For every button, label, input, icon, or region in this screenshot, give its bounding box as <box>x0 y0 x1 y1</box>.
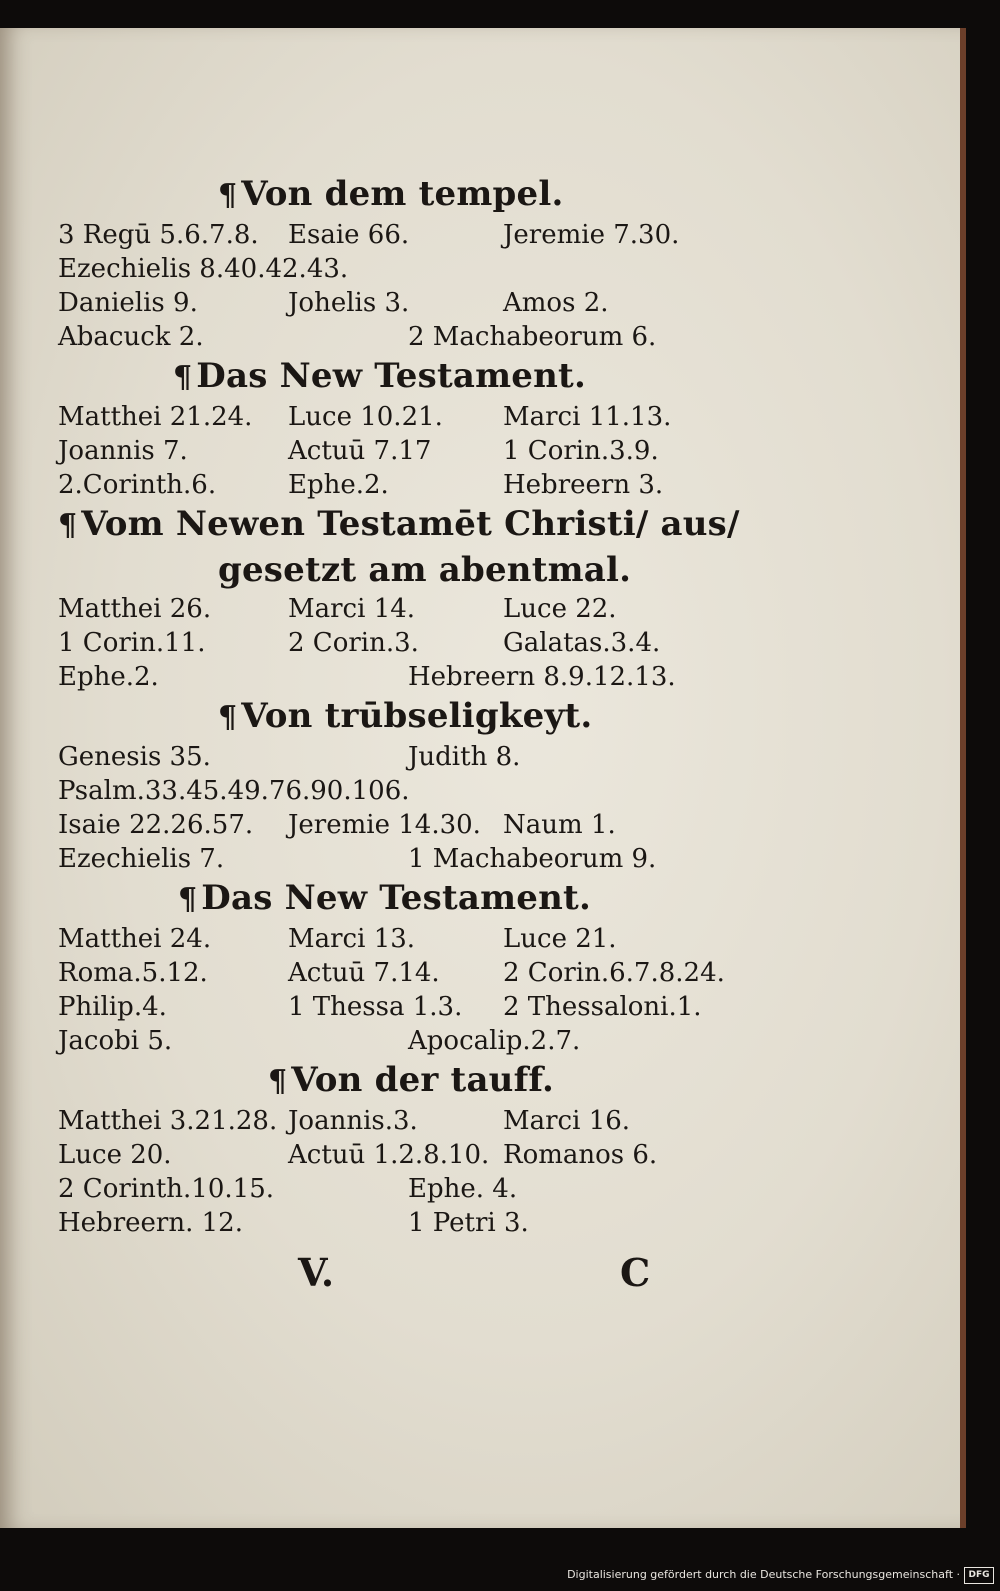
reference-row <box>58 990 758 1024</box>
scripture-reference: 1 Corin.3.9. <box>503 436 659 466</box>
scripture-reference: Matthei 24. <box>58 924 212 954</box>
scripture-reference: Jacobi 5. <box>58 1026 173 1056</box>
section-title: Von dem tempel. <box>241 174 564 214</box>
scripture-reference: Psalm.33.45.49.76.90.106. <box>58 776 410 806</box>
section-heading <box>218 694 758 740</box>
section-title: Von trūbseligkeyt. <box>241 696 593 736</box>
reference-row <box>58 626 758 660</box>
scripture-reference: 2 Machabeorum 6. <box>408 322 657 352</box>
scripture-reference: Ezechielis 8.40.42.43. <box>58 254 349 284</box>
scripture-reference: 2 Corin.3. <box>288 628 419 658</box>
scripture-reference: 2.Corinth.6. <box>58 470 217 500</box>
reference-row <box>58 468 758 502</box>
scripture-reference: Abacuck 2. <box>58 322 204 352</box>
scripture-reference: Luce 20. <box>58 1140 172 1170</box>
pilcrow-icon: ¶ <box>173 360 193 395</box>
pilcrow-icon: ¶ <box>218 178 238 213</box>
scripture-reference: Naum 1. <box>503 810 616 840</box>
scripture-reference: Luce 10.21. <box>288 402 443 432</box>
scripture-reference: Hebreern. 12. <box>58 1208 243 1238</box>
section-title: Das New Testament. <box>196 356 586 396</box>
scripture-reference: Joannis 7. <box>58 436 188 466</box>
pilcrow-icon: ¶ <box>268 1064 288 1099</box>
scripture-reference: Esaie 66. <box>288 220 410 250</box>
scripture-reference: Joannis.3. <box>288 1106 418 1136</box>
footer-credit: Digitalisierung gefördert durch die Deutsche Forschungsgemeinschaft · <box>567 1568 960 1581</box>
pilcrow-icon: ¶ <box>178 882 198 917</box>
scripture-reference: Hebreern 8.9.12.13. <box>408 662 676 692</box>
pilcrow-icon: ¶ <box>58 508 78 543</box>
scripture-reference: Ephe.2. <box>58 662 159 692</box>
scripture-reference: Marci 13. <box>288 924 416 954</box>
reference-row <box>58 286 758 320</box>
scripture-reference: Luce 22. <box>503 594 617 624</box>
scripture-reference: Actuū 7.17 <box>288 436 432 466</box>
reference-row <box>58 774 758 808</box>
section-title: Das New Testament. <box>201 878 591 918</box>
scripture-reference: 1 Corin.11. <box>58 628 206 658</box>
scripture-reference: Marci 11.13. <box>503 402 672 432</box>
scripture-reference: Ezechielis 7. <box>58 844 225 874</box>
section-heading <box>218 172 758 218</box>
reference-row <box>58 660 758 694</box>
signature-mark-left: V. <box>298 1250 335 1295</box>
dfg-logo: DFG <box>964 1567 994 1584</box>
section-heading <box>58 502 758 548</box>
reference-row <box>58 1138 758 1172</box>
scripture-reference: Romanos 6. <box>503 1140 658 1170</box>
scripture-reference: Galatas.3.4. <box>503 628 661 658</box>
signature-mark-right: C <box>620 1250 651 1295</box>
page-text <box>58 172 758 1240</box>
scripture-reference: Matthei 21.24. <box>58 402 253 432</box>
section-heading <box>173 354 758 400</box>
scripture-reference: Matthei 3.21.28. <box>58 1106 278 1136</box>
reference-row <box>58 592 758 626</box>
reference-row <box>58 218 758 252</box>
scripture-reference: Marci 16. <box>503 1106 631 1136</box>
scripture-reference: Marci 14. <box>288 594 416 624</box>
reference-row <box>58 956 758 990</box>
section-title-continuation: gesetzt am abentmal. <box>218 550 632 590</box>
scripture-reference: Actuū 7.14. <box>288 958 440 988</box>
reference-row <box>58 922 758 956</box>
scripture-reference: Jeremie 14.30. <box>288 810 481 840</box>
scripture-reference: Ephe.2. <box>288 470 389 500</box>
reference-row <box>58 1104 758 1138</box>
reference-row <box>58 252 758 286</box>
scripture-reference: 1 Machabeorum 9. <box>408 844 657 874</box>
scripture-reference: Judith 8. <box>408 742 521 772</box>
scripture-reference: 1 Petri 3. <box>408 1208 529 1238</box>
section-heading <box>268 1058 758 1104</box>
scripture-reference: Philip.4. <box>58 992 167 1022</box>
scripture-reference: 2 Corin.6.7.8.24. <box>503 958 725 988</box>
scripture-reference: Actuū 1.2.8.10. <box>288 1140 490 1170</box>
scripture-reference: 3 Regū 5.6.7.8. <box>58 220 259 250</box>
scripture-reference: Isaie 22.26.57. <box>58 810 254 840</box>
reference-row <box>58 434 758 468</box>
scripture-reference: Roma.5.12. <box>58 958 208 988</box>
scripture-reference: Jeremie 7.30. <box>503 220 680 250</box>
scripture-reference: Johelis 3. <box>288 288 410 318</box>
reference-row <box>58 1024 758 1058</box>
scripture-reference: Hebreern 3. <box>503 470 664 500</box>
reference-row <box>58 320 758 354</box>
pilcrow-icon: ¶ <box>218 700 238 735</box>
scripture-reference: Genesis 35. <box>58 742 211 772</box>
scripture-reference: Apocalip.2.7. <box>408 1026 581 1056</box>
scripture-reference: 2 Thessaloni.1. <box>503 992 702 1022</box>
reference-row <box>58 740 758 774</box>
reference-row <box>58 400 758 434</box>
scripture-reference: Ephe. 4. <box>408 1174 518 1204</box>
scripture-reference: 1 Thessa 1.3. <box>288 992 463 1022</box>
section-heading <box>178 876 758 922</box>
scripture-reference: Luce 21. <box>503 924 617 954</box>
scripture-reference: Matthei 26. <box>58 594 212 624</box>
reference-row <box>58 808 758 842</box>
scripture-reference: Amos 2. <box>503 288 609 318</box>
reference-row <box>58 842 758 876</box>
section-title: Von der tauff. <box>291 1060 555 1100</box>
scripture-reference: 2 Corinth.10.15. <box>58 1174 274 1204</box>
reference-row <box>58 1206 758 1240</box>
scripture-reference: Danielis 9. <box>58 288 198 318</box>
section-title: Vom Newen Testamēt Christi/ aus/ <box>81 504 740 544</box>
reference-row <box>58 1172 758 1206</box>
